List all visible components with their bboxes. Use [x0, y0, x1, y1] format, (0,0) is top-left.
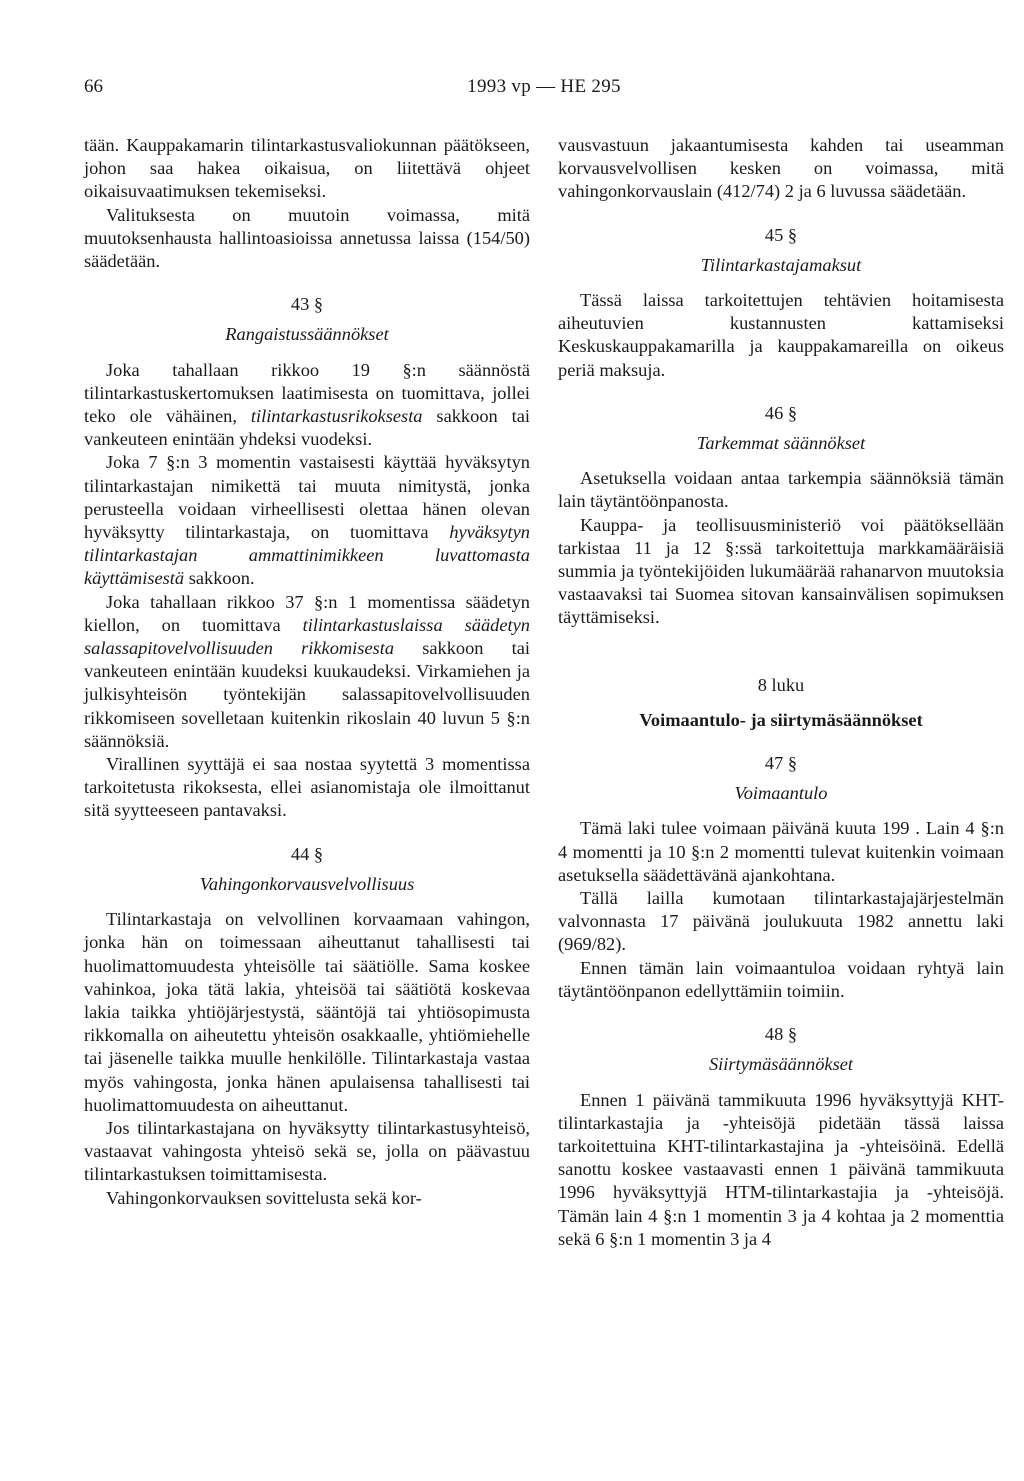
section-title: Tarkemmat säännökset	[696, 433, 866, 454]
section-title: Rangaistussäännökset	[225, 324, 389, 345]
emphasis-text: tilintarkastuslaissa säädetyn salassapitovelvollisuuden rikkomisesta	[84, 614, 531, 659]
chapter-title: Voimaantulo- ja siirtymäsäännökset	[639, 709, 923, 730]
section-title: Vahingonkorvausvelvollisuus	[199, 873, 415, 894]
paragraph: Ennen tämän lain voimaantuloa voidaan ryhtyä lain täytäntöönpanon edellyttämiin toimiin.	[558, 957, 1004, 1001]
paragraph: Valituksesta on muutoin voimassa, mitä muutoksenhausta hallintoasioissa annetussa laissa (154/50) säädetään.	[84, 204, 530, 272]
paragraph: Asetuksella voidaan antaa tarkempia säännöksiä tämän lain täytäntöönpanosta.	[558, 468, 1004, 512]
section-number: 44 §	[290, 843, 324, 864]
page-header	[84, 76, 1004, 102]
paragraph	[84, 359, 530, 452]
text-run: Joka 7 §:n 3 momentin vastaisesti käyttää hyväksytyn tilintarkastajan nimikettä tai muuta nimitystä, jonka perusteella voidaan virheellisesti olettaa hänen olevan hyväksytty tilintarkastaja, on tuomittava	[84, 452, 530, 543]
paragraph: Ennen 1 päivänä tammikuuta 1996 hyväksyttyjä KHT-tilintarkastajia ja -yhteisöjä pidetään tässä laissa tarkoitettuina KHT-tilintarkastajina ja -yhteisöinä. Edellä sanottu koskee vastaavasti ennen 1 päivänä tammikuuta 1996 hyväksyttyjä HTM-tilintarkastajia ja -yhteisöjä. Tämän lain 4 §:n 1 momentin 3 ja 4 kohtaa ja 2 momenttia sekä 6 §:n 1 momentin 3 ja 4	[558, 1089, 1004, 1249]
chapter-number: 8 luku	[757, 674, 805, 695]
text-run: Joka tahallaan rikkoo 19 §:n säännöstä tilintarkastuskertomuksen laatimisesta on tuomittava, jollei teko ole vähäinen,	[84, 359, 530, 427]
section-number: 48 §	[764, 1024, 798, 1045]
paragraph: tään. Kauppakamarin tilintarkastusvaliokunnan päätökseen, johon saa hakea oikaisua, on liitettävä ohjeet oikaisuvaatimuksen tekemiseksi.	[84, 135, 530, 202]
paragraph: Tilintarkastaja on velvollinen korvaamaan vahingon, jonka hän on toimessaan aiheuttanut tahallisesti tai huolimattomuudesta yhteisölle tai säätiölle. Sama koskee vahinkoa, joka tätä lakia, yhteisöä tai säätiötä koskevaa lakia taikka yhtiöjärjestystä, sääntöjä tai yhtiösopimusta rikkomalla on aiheutettu yhteisön osakkaalle, yhtiömiehelle tai jäsenelle taikka muulle henkilölle. Tilintarkastaja vastaa myös vahingosta, jonka hänen apulaisensa tahallisesti tai huolimattomuudesta on aiheuttanut.	[84, 909, 530, 1115]
page-number: 66	[84, 76, 103, 97]
section-number: 43 §	[290, 294, 324, 315]
section-number: 47 §	[764, 753, 798, 774]
section-title: Siirtymäsäännökset	[708, 1054, 854, 1075]
text-run: sakkoon tai vankeuteen enintään yhdeksi vuodeksi.	[84, 406, 531, 450]
section-title: Voimaantulo	[734, 783, 828, 804]
section-title: Tilintarkastajamaksut	[700, 254, 862, 275]
section-number: 45 §	[764, 224, 798, 245]
paragraph: Tällä lailla kumotaan tilintarkastajajärjestelmän valvonnasta 17 päivänä joulukuuta 1982 annettu laki (969/82).	[558, 888, 1004, 955]
paragraph: Kauppa- ja teollisuusministeriö voi päätöksellään tarkistaa 11 ja 12 §:ssä tarkoitettuja markkamääräisiä summia ja työntekijöiden lukumäärää rahanarvon muutoksia vastaavaksi tai Suomea sitovan kansainvälisen sopimuksen täyttämiseksi.	[558, 514, 1004, 628]
paragraph: Tässä laissa tarkoitettujen tehtävien hoitamisesta aiheutuvien kustannusten kattamiseksi Keskuskauppakamarilla ja kauppakamareilla on oikeus periä maksuja.	[558, 290, 1004, 380]
text-run: sakkoon tai vankeuteen enintään kuudeksi kuukaudeksi. Virkamiehen ja julkisyhteisön työntekijän salassapitovelvollisuuden rikkomiseen sovelletaan kuitenkin rikoslain 40 luvun 5 §:n säännöksiä.	[84, 638, 530, 751]
paragraph: Virallinen syyttäjä ei saa nostaa syytettä 3 momentissa tarkoitetusta rikoksesta, ellei asianomistaja ole ilmoittanut sitä syytteeseen pantavaksi.	[84, 754, 530, 821]
emphasis-text: hyväksytyn tilintarkastajan ammattinimikkeen luvattomasta käyttämisestä	[84, 522, 530, 589]
emphasis-text: tilintarkastusrikoksesta	[250, 406, 423, 427]
running-title: 1993 vp — HE 295	[467, 76, 621, 97]
paragraph	[84, 451, 530, 590]
section-number: 46 §	[764, 402, 798, 423]
text-run: Joka tahallaan rikkoo 37 §:n 1 momentissa säädetyn kiellon, on tuomittava	[84, 591, 530, 635]
paragraph	[84, 591, 530, 753]
paragraph: Jos tilintarkastajana on hyväksytty tilintarkastusyhteisö, vastaavat vahingosta yhteisö sekä se, jolla on päävastuu tilintarkastuksen toimittamisesta.	[84, 1117, 530, 1185]
right-column	[558, 134, 1004, 1251]
paragraph: Tämä laki tulee voimaan päivänä kuuta 199 . Lain 4 §:n 4 momentti ja 10 §:n 2 momentti tulevat kuitenkin voimaan asetuksella säädettävänä ajankohtana.	[558, 818, 1004, 885]
left-column	[84, 134, 530, 1210]
text-run: sakkoon.	[184, 568, 255, 589]
paragraph: vausvastuun jakaantumisesta kahden tai useamman korvausvelvollisen kesken on voimassa, mitä vahingonkorvauslain (412/74) 2 ja 6 luvussa säädetään.	[558, 135, 1004, 202]
paragraph: Vahingonkorvauksen sovittelusta sekä kor-	[106, 1187, 422, 1208]
